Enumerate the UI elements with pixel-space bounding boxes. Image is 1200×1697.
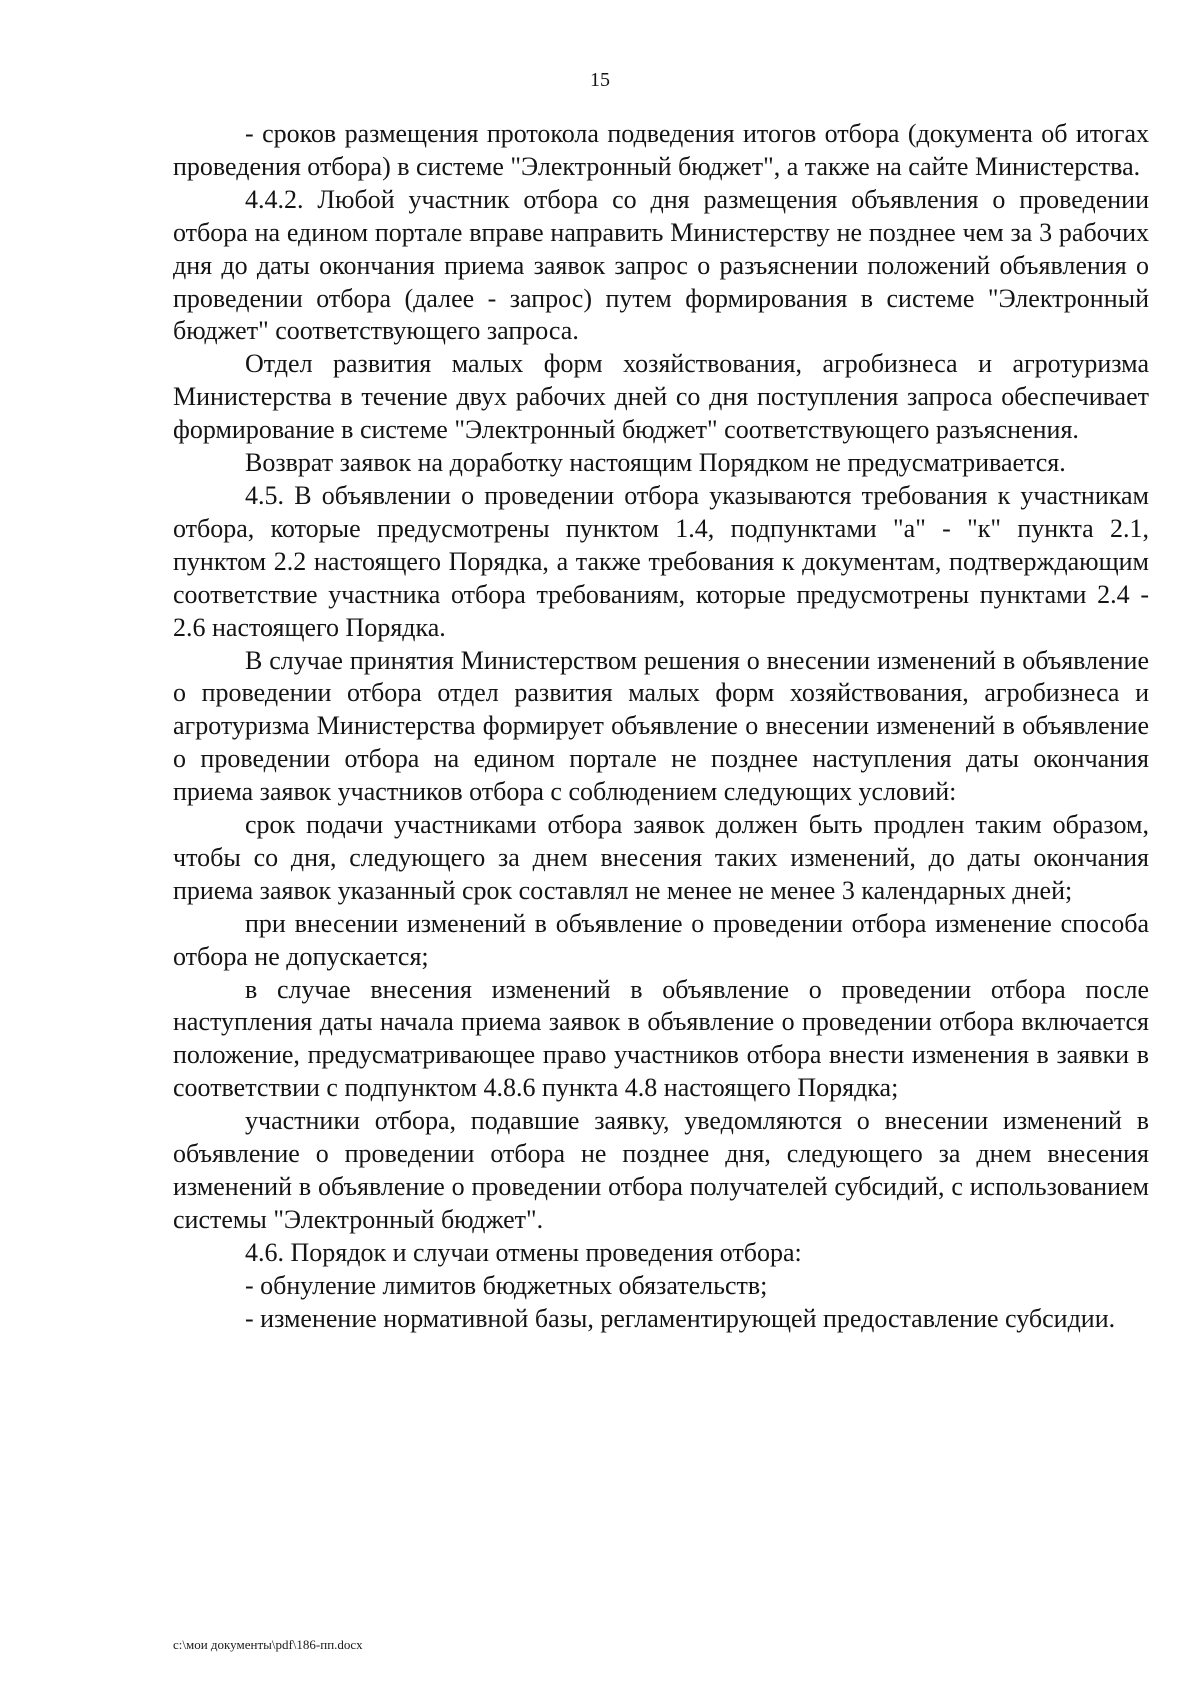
paragraph: - обнуление лимитов бюджетных обязательств;: [245, 1270, 768, 1300]
paragraph: В случае принятия Министерством решения о внесении изменений в объявление о проведении отбора отдел развития малых форм хозяйствования, агробизнеса и агротуризма Министерства формирует объявление о внесении изменений в объявление о проведении отбора на едином портале не позднее наступления даты окончания приема заявок участников отбора с соблюдением следующих условий:: [173, 645, 1149, 807]
paragraph: - изменение нормативной базы, регламентирующей предоставление субсидии.: [245, 1303, 1116, 1333]
paragraph: в случае внесения изменений в объявление о проведении отбора после наступления даты начала приема заявок в объявление о проведении отбора включается положение, предусматривающее право участников отбора внести изменения в заявки в соответствии с подпунктом 4.8.6 пункта 4.8 настоящего Порядка;: [173, 974, 1149, 1103]
paragraph: 4.6. Порядок и случаи отмены проведения отбора:: [245, 1237, 802, 1267]
page-number: 15: [590, 69, 610, 91]
paragraph: срок подачи участниками отбора заявок должен быть продлен таким образом, чтобы со дня, следующего за днем внесения таких изменений, до даты окончания приема заявок указанный срок составлял не менее не менее 3 календарных дней;: [173, 810, 1149, 905]
paragraph: 4.5. В объявлении о проведении отбора указываются требования к участникам отбора, которые предусмотрены пунктом 1.4, подпунктами "а" - "к" пункта 2.1, пунктом 2.2 настоящего Порядка, а также требования к документам, подтверждающим соответствие участника отбора требованиям, которые предусмотрены пунктами 2.4 - 2.6 настоящего Порядка.: [173, 480, 1149, 642]
document-body: [173, 118, 1149, 1336]
footer-file-path: c:\мои документы\pdf\186-пп.docx: [173, 1637, 363, 1652]
paragraph: Возврат заявок на доработку настоящим Порядком не предусматривается.: [245, 448, 1066, 478]
paragraph: 4.4.2. Любой участник отбора со дня размещения объявления о проведении отбора на едином портале вправе направить Министерству не позднее чем за 3 рабочих дня до даты окончания приема заявок запрос о разъяснении положений объявления о проведении отбора (далее - запрос) путем формирования в системе "Электронный бюджет" соответствующего запроса.: [173, 184, 1149, 346]
paragraph: - сроков размещения протокола подведения итогов отбора (документа об итогах проведения отбора) в системе "Электронный бюджет", а также на сайте Министерства.: [173, 119, 1149, 181]
paragraph: при внесении изменений в объявление о проведении отбора изменение способа отбора не допускается;: [173, 908, 1149, 971]
paragraph: участники отбора, подавшие заявку, уведомляются о внесении изменений в объявление о проведении отбора не позднее дня, следующего за днем внесения изменений в объявление о проведении отбора получателей субсидий, с использованием системы "Электронный бюджет".: [173, 1106, 1149, 1234]
paragraph: Отдел развития малых форм хозяйствования, агробизнеса и агротуризма Министерства в течение двух рабочих дней со дня поступления запроса обеспечивает формирование в системе "Электронный бюджет" соответствующего разъяснения.: [173, 349, 1149, 445]
